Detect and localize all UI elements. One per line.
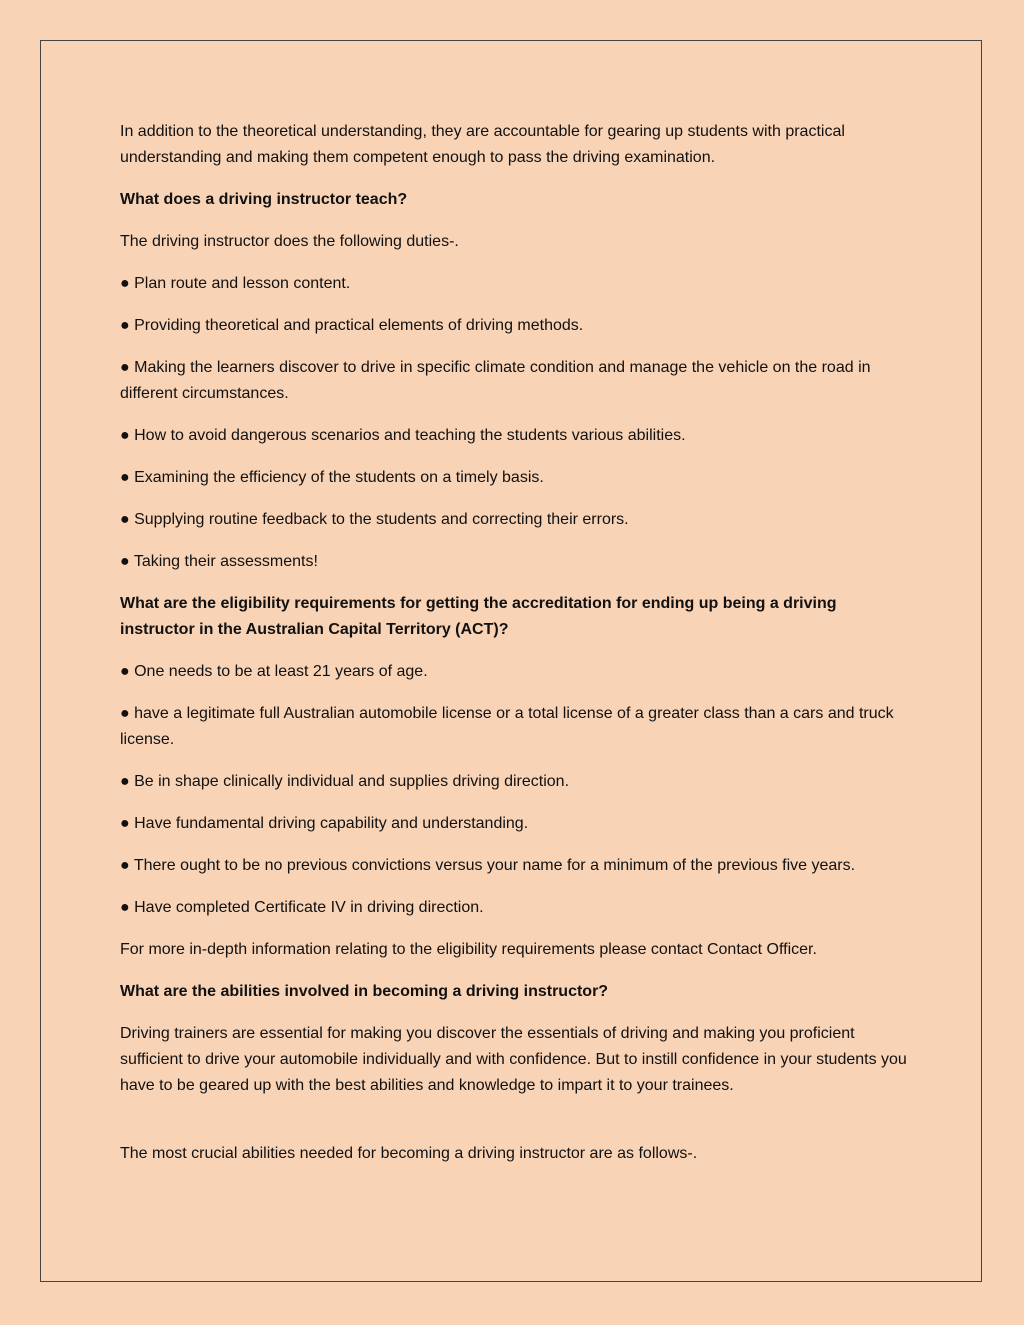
heading-what-instructor-teaches: What does a driving instructor teach?: [120, 191, 408, 208]
more-info-paragraph: For more in-depth information relating to the eligibility requirements please contact Contact Officer.: [120, 941, 817, 958]
heading-eligibility-requirements: What are the eligibility requirements for getting the accreditation for ending up being a driving instructor in the Australian Capital Territory (ACT)?: [120, 595, 837, 638]
list-item: ● Be in shape clinically individual and supplies driving direction.: [120, 773, 570, 790]
list-item: ● Plan route and lesson content.: [120, 275, 351, 292]
list-item: ● One needs to be at least 21 years of age.: [120, 663, 428, 680]
duties-intro: The driving instructor does the following duties-.: [120, 233, 459, 250]
abilities-paragraph: Driving trainers are essential for making you discover the essentials of driving and making you proficient sufficient to drive your automobile individually and with confidence. But to instill confidence in your students you have to be geared up with the best abilities and knowledge to impart it to your trainees.: [120, 1025, 907, 1094]
list-item: ● Supplying routine feedback to the students and correcting their errors.: [120, 511, 629, 528]
list-item: ● have a legitimate full Australian automobile license or a total license of a greater class than a cars and truck license.: [120, 705, 894, 748]
list-item: ● Have fundamental driving capability and understanding.: [120, 815, 529, 832]
list-item: ● Making the learners discover to drive in specific climate condition and manage the vehicle on the road in different circumstances.: [120, 359, 871, 402]
list-item: ● There ought to be no previous convictions versus your name for a minimum of the previous five years.: [120, 857, 856, 874]
list-item: ● Examining the efficiency of the students on a timely basis.: [120, 469, 544, 486]
intro-paragraph: In addition to the theoretical understanding, they are accountable for gearing up students with practical understanding and making them competent enough to pass the driving examination.: [120, 123, 845, 166]
duties-list: [120, 271, 910, 575]
document-body: [120, 119, 910, 1183]
list-item: ● Have completed Certificate IV in driving direction.: [120, 899, 484, 916]
list-item: ● How to avoid dangerous scenarios and teaching the students various abilities.: [120, 427, 686, 444]
list-item: ● Taking their assessments!: [120, 553, 318, 570]
closing-paragraph: The most crucial abilities needed for becoming a driving instructor are as follows-.: [120, 1145, 698, 1162]
list-item: ● Providing theoretical and practical elements of driving methods.: [120, 317, 584, 334]
requirements-list: [120, 659, 910, 921]
heading-abilities: What are the abilities involved in becoming a driving instructor?: [120, 983, 609, 1000]
